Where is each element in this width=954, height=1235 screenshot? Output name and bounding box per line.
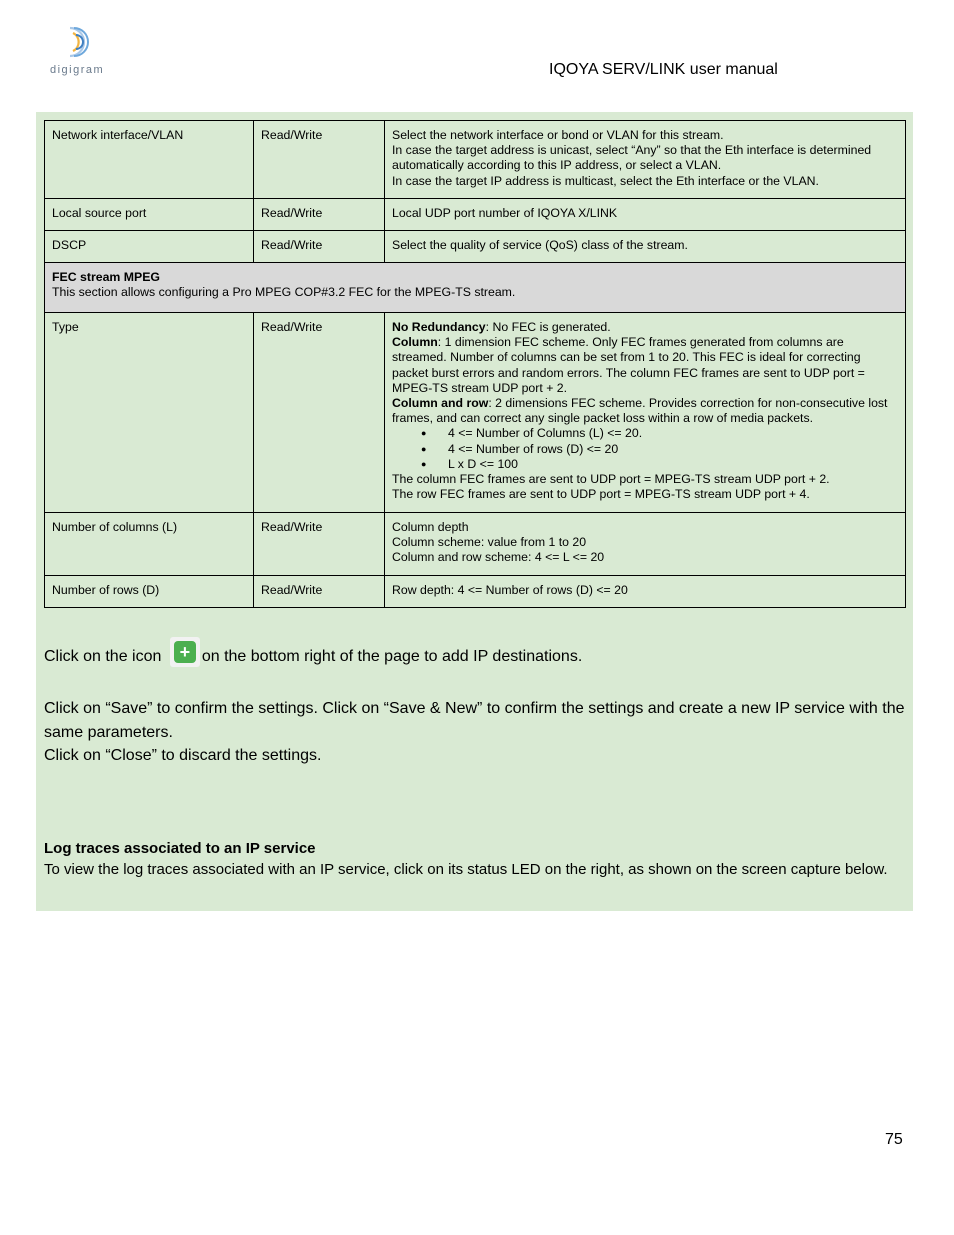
description-line: Column depth xyxy=(392,520,469,534)
description-line: In case the target IP address is multicast, select the Eth interface or the VLAN. xyxy=(392,173,819,188)
param-description xyxy=(385,121,906,199)
section-header-row xyxy=(45,263,906,313)
param-description: Select the quality of service (QoS) class of the stream. xyxy=(385,231,906,263)
section-title: FEC stream MPEG xyxy=(52,270,160,284)
table-row xyxy=(45,313,906,513)
param-name: Type xyxy=(45,313,254,513)
option-column xyxy=(392,335,898,396)
log-section-body: To view the log traces associated with an IP service, click on its status LED on the right, as shown on the screen capture below. xyxy=(44,861,888,878)
description-line: Column and row scheme: 4 <= L <= 20 xyxy=(392,550,605,565)
param-description: Row depth: 4 <= Number of rows (D) <= 20 xyxy=(385,576,906,608)
document-title: IQOYA SERV/LINK user manual xyxy=(549,61,778,78)
table-row xyxy=(45,121,906,199)
section-description: This section allows configuring a Pro MPEG COP#3.2 FEC for the MPEG-TS stream. xyxy=(52,285,516,300)
param-access: Read/Write xyxy=(254,576,385,608)
description-line: Select the network interface or bond or VLAN for this stream. xyxy=(392,128,724,142)
plus-icon: + xyxy=(170,637,200,667)
description-line: In case the target address is unicast, select “Any” so that the Eth interface is determined automatically according to this IP address, or select a VLAN. xyxy=(392,143,872,173)
parameters-table xyxy=(44,120,906,608)
param-name: Number of rows (D) xyxy=(45,576,254,608)
description-line: The row FEC frames are sent to UDP port = MPEG-TS stream UDP port + 4. xyxy=(392,487,810,502)
option-text: : 1 dimension FEC scheme. Only FEC frames generated from columns are streamed. Number of columns can be set from 1 to 20. This FEC is ideal for correcting packet burst errors and random errors. The column FEC frames are sent to UDP port = MPEG-TS stream UDP port + 2. xyxy=(392,335,865,395)
option-column-and-row xyxy=(392,396,898,426)
param-name: Number of columns (L) xyxy=(45,513,254,576)
param-name: Network interface/VLAN xyxy=(45,121,254,199)
table-row xyxy=(45,576,906,608)
param-name: Local source port xyxy=(45,199,254,231)
list-item: ● 4 <= Number of Columns (L) <= 20. xyxy=(421,426,898,441)
content-panel xyxy=(36,112,913,911)
digigram-logo-mark xyxy=(64,24,100,60)
param-access: Read/Write xyxy=(254,513,385,576)
page-number: 75 xyxy=(885,1131,903,1148)
option-no-redundancy xyxy=(392,320,898,335)
option-label: No Redundancy xyxy=(392,320,486,334)
log-section-title: Log traces associated to an IP service xyxy=(44,840,316,857)
option-text: : 2 dimensions FEC scheme. Provides correction for non-consecutive lost frames, and can correct any single packet loss within a row of media packets. xyxy=(392,396,888,426)
param-access: Read/Write xyxy=(254,121,385,199)
add-destination-instruction xyxy=(44,637,906,669)
param-description xyxy=(385,313,906,513)
param-access: Read/Write xyxy=(254,199,385,231)
constraints-list xyxy=(392,426,898,472)
param-name: DSCP xyxy=(45,231,254,263)
table-row xyxy=(45,513,906,576)
param-description: Local UDP port number of IQOYA X/LINK xyxy=(385,199,906,231)
close-instruction: Click on “Close” to discard the settings. xyxy=(44,747,322,764)
logo-text: digigram xyxy=(50,64,105,76)
param-access: Read/Write xyxy=(254,313,385,513)
param-access: Read/Write xyxy=(254,231,385,263)
option-label: Column xyxy=(392,335,438,350)
description-line: Column scheme: value from 1 to 20 xyxy=(392,535,587,550)
table-row xyxy=(45,231,906,263)
option-label: Column and row xyxy=(392,396,489,411)
param-description xyxy=(385,513,906,576)
save-instruction: Click on “Save” to confirm the settings. Click on “Save & New” to confirm the settings and create a new IP service with the same parameters. xyxy=(44,700,905,741)
option-text: : No FEC is generated. xyxy=(485,320,611,334)
list-item: ● 4 <= Number of rows (D) <= 20 xyxy=(421,442,898,457)
description-line: The column FEC frames are sent to UDP port = MPEG-TS stream UDP port + 2. xyxy=(392,472,830,487)
instruction-text: Click on the icon xyxy=(44,648,162,665)
list-item: ● L x D <= 100 xyxy=(421,457,898,472)
table-row xyxy=(45,199,906,231)
section-header xyxy=(45,263,906,313)
digigram-logo xyxy=(48,24,118,80)
instruction-text: on the bottom right of the page to add IP destinations. xyxy=(201,648,583,665)
